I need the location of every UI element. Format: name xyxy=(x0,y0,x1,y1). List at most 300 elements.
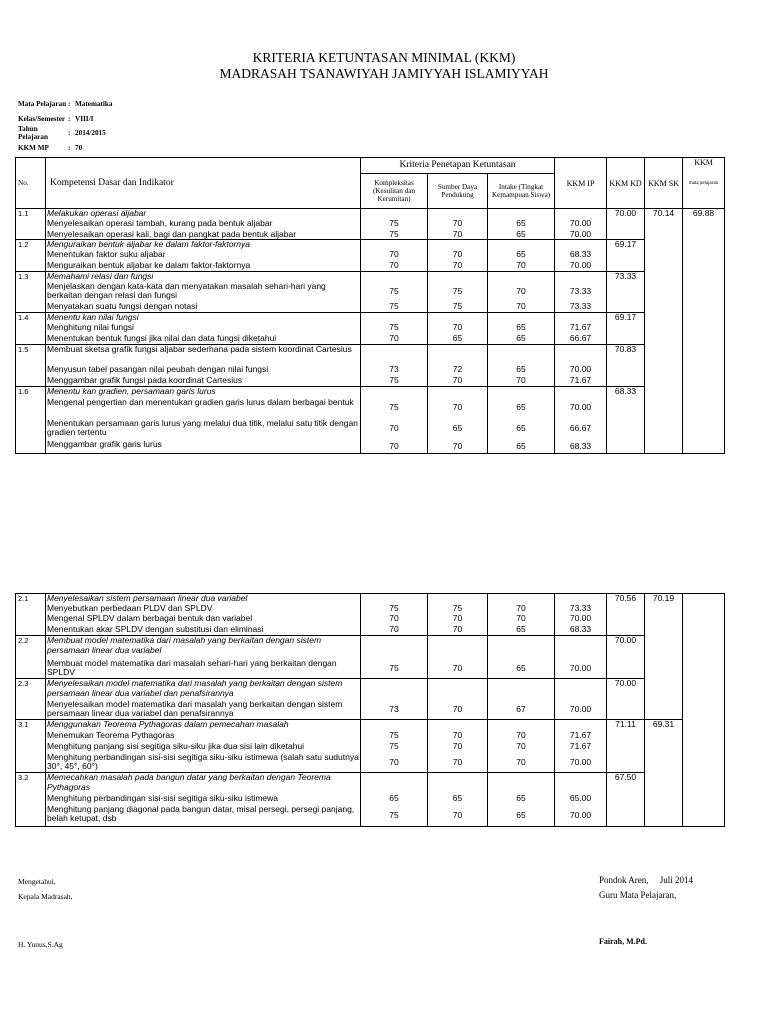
sumber-daya-value: 70 xyxy=(428,805,488,827)
kepala-madrasah-name: H. Yunus,S.Ag xyxy=(18,940,63,949)
indicator-row xyxy=(16,731,725,742)
kkm-kd-value xyxy=(607,250,645,261)
intake-value: 65 xyxy=(488,323,555,334)
row-number xyxy=(16,625,46,636)
meta-value: VIII/I xyxy=(75,114,94,123)
kkm-ip-value: 71.67 xyxy=(555,742,607,753)
kkm-ip-value: 70.00 xyxy=(555,700,607,720)
meta-row xyxy=(18,112,113,127)
meta-value: Matematika xyxy=(75,100,113,109)
row-number xyxy=(16,334,46,345)
kkm-ip-value: 70.00 xyxy=(555,230,607,240)
kkm-kd-value: 73.33 xyxy=(607,272,645,282)
indikator: Menggambar grafik garis lurus xyxy=(46,440,361,454)
kkm-ip-value: 68.33 xyxy=(555,250,607,261)
kompleksitas-value: 75 xyxy=(361,282,428,302)
kkm-ip-value xyxy=(555,313,607,323)
intake-value: 65 xyxy=(488,250,555,261)
kkm-sk-value: 70.19 xyxy=(645,594,683,720)
kkm-ip-value: 68.33 xyxy=(555,625,607,636)
kkm-ip-value xyxy=(555,209,607,219)
meta-info xyxy=(18,97,113,155)
intake-value: 65 xyxy=(488,625,555,636)
kkm-kd-value xyxy=(607,398,645,419)
kkm-kd-value xyxy=(607,302,645,313)
indicator-row xyxy=(16,323,725,334)
kd-row xyxy=(16,720,725,731)
sumber-daya-value: 70 xyxy=(428,376,488,387)
header-kompleksitas: Kompleksitas (Kesulitan dan Kerumitan) xyxy=(361,174,428,209)
kkm-kd-value xyxy=(607,365,645,376)
row-number: 1.3 xyxy=(16,272,46,282)
sumber-daya-value: 70 xyxy=(428,230,488,240)
meta-separator: : xyxy=(68,100,71,109)
kkm-kd-value: 70.83 xyxy=(607,345,645,365)
row-number: 1.5 xyxy=(16,345,46,365)
title-line-2: MADRASAH TSANAWIYAH JAMIYYAH ISLAMIYYAH xyxy=(219,66,549,81)
kompleksitas-value xyxy=(361,773,428,794)
kkm-ip-value xyxy=(555,720,607,731)
sumber-daya-value: 70 xyxy=(428,323,488,334)
indicator-row xyxy=(16,659,725,679)
sumber-daya-value: 70 xyxy=(428,250,488,261)
kkm-ip-value: 65.00 xyxy=(555,794,607,805)
row-number: 3.1 xyxy=(16,720,46,731)
kkm-kd-value xyxy=(607,282,645,302)
sumber-daya-value xyxy=(428,345,488,365)
header-sumber-daya: Sumber Daya Pendukung xyxy=(428,174,488,209)
indicator-row xyxy=(16,398,725,419)
intake-value: 65 xyxy=(488,419,555,440)
meta-label: Mata Pelajaran xyxy=(18,100,67,109)
row-number xyxy=(16,376,46,387)
header-kkm-label: KKM xyxy=(694,158,713,167)
sumber-daya-value: 72 xyxy=(428,365,488,376)
intake-value: 65 xyxy=(488,794,555,805)
indikator: Menyatakan suatu fungsi dengan notasi xyxy=(46,302,361,313)
indikator: Menghitung panjang sisi segitiga siku-siku jika dua sisi lain diketahui xyxy=(46,742,361,753)
indikator: Menghitung nilai fungsi xyxy=(46,323,361,334)
indikator: Mengenal SPLDV dalam berbagai bentuk dan variabel xyxy=(46,614,361,625)
sumber-daya-value: 70 xyxy=(428,398,488,419)
kkm-ip-value xyxy=(555,387,607,398)
intake-value: 65 xyxy=(488,219,555,230)
kd-row xyxy=(16,272,725,282)
indicator-row xyxy=(16,753,725,773)
indicator-row xyxy=(16,250,725,261)
kkm-kd-value xyxy=(607,753,645,773)
kkm-kd-value xyxy=(607,419,645,440)
kkm-kd-value: 71.11 xyxy=(607,720,645,731)
kompleksitas-value: 75 xyxy=(361,742,428,753)
row-number: 1.1 xyxy=(16,209,46,219)
intake-value: 70 xyxy=(488,604,555,614)
kompetensi-dasar: Menyelesaikan model matematika dari masalah yang berkaitan dengan sistem persamaan linear dua variabel dan penafsirannya xyxy=(46,679,361,700)
indikator: Menentukan faktor suku aljabar xyxy=(46,250,361,261)
kd-row xyxy=(16,387,725,398)
row-number: 1.2 xyxy=(16,240,46,250)
kkm-kd-value xyxy=(607,731,645,742)
kompleksitas-value: 75 xyxy=(361,805,428,827)
indikator: Menyusun tabel pasangan nilai peubah dengan nilai fungsi xyxy=(46,365,361,376)
row-number xyxy=(16,230,46,240)
title-line-1: KRITERIA KETUNTASAN MINIMAL (KKM) xyxy=(252,50,516,65)
kompleksitas-value: 70 xyxy=(361,625,428,636)
row-number xyxy=(16,731,46,742)
kompleksitas-value: 73 xyxy=(361,365,428,376)
header-kd: Kompetensi Dasar dan Indikator xyxy=(46,158,361,209)
kkm-kd-value: 69.17 xyxy=(607,313,645,323)
intake-value: 70 xyxy=(488,261,555,272)
indicator-row xyxy=(16,794,725,805)
header-kkm-sub: mata pelajaran xyxy=(688,181,719,186)
kkm-ip-value xyxy=(555,240,607,250)
indikator: Menggambar grafik fungsi pada koordinat Cartesius xyxy=(46,376,361,387)
row-number xyxy=(16,659,46,679)
intake-value: 70 xyxy=(488,376,555,387)
row-number xyxy=(16,440,46,454)
guru-label: Guru Mata Pelajaran, xyxy=(599,890,677,900)
intake-value xyxy=(488,594,555,604)
header-kkm xyxy=(683,158,725,209)
intake-value xyxy=(488,240,555,250)
kkm-ip-value: 70.00 xyxy=(555,659,607,679)
sumber-daya-value: 65 xyxy=(428,334,488,345)
kkm-table-part-2 xyxy=(15,593,725,827)
indikator: Membuat model matematika dari masalah sehari-hari yang berkaitan dengan SPLDV xyxy=(46,659,361,679)
kompleksitas-value: 70 xyxy=(361,261,428,272)
kkm-ip-value xyxy=(555,594,607,604)
indicator-row xyxy=(16,805,725,827)
kompetensi-dasar: Memecahkan masalah pada bangun datar yang berkaitan dengan Teorema Pythagoras xyxy=(46,773,361,794)
sumber-daya-value xyxy=(428,240,488,250)
sumber-daya-value xyxy=(428,272,488,282)
row-number xyxy=(16,250,46,261)
sumber-daya-value xyxy=(428,679,488,700)
table-2-body xyxy=(16,594,725,827)
document-title xyxy=(0,50,768,82)
kkm-ip-value: 71.67 xyxy=(555,323,607,334)
kkm-ip-value: 66.67 xyxy=(555,419,607,440)
indicator-row xyxy=(16,614,725,625)
indicator-row xyxy=(16,261,725,272)
sumber-daya-value xyxy=(428,313,488,323)
kkm-sk-value: 70.14 xyxy=(645,209,683,454)
kkm-kd-value xyxy=(607,604,645,614)
kompleksitas-value: 75 xyxy=(361,302,428,313)
indikator: Menguraikan bentuk aljabar ke dalam faktor-faktornya xyxy=(46,261,361,272)
indikator: Menentukan akar SPLDV dengan substitusi dan eliminasi xyxy=(46,625,361,636)
sumber-daya-value: 70 xyxy=(428,753,488,773)
indikator: Mengenal pengertian dan menentukan gradien garis lurus dalam berbagai bentuk xyxy=(46,398,361,419)
kkm-kd-value xyxy=(607,625,645,636)
sumber-daya-value: 70 xyxy=(428,659,488,679)
sumber-daya-value: 70 xyxy=(428,742,488,753)
indicator-row xyxy=(16,625,725,636)
intake-value: 70 xyxy=(488,282,555,302)
row-number xyxy=(16,794,46,805)
indicator-row xyxy=(16,219,725,230)
meta-label: KKM MP xyxy=(18,143,49,152)
kkm-kd-value xyxy=(607,376,645,387)
indicator-row xyxy=(16,419,725,440)
row-number xyxy=(16,419,46,440)
indikator: Menghitung panjang diagonal pada bangun datar, misal persegi, persegi panjang, belah ketupat, dsb xyxy=(46,805,361,827)
intake-value: 65 xyxy=(488,334,555,345)
sumber-daya-value xyxy=(428,209,488,219)
kompleksitas-value: 70 xyxy=(361,334,428,345)
kompleksitas-value xyxy=(361,240,428,250)
intake-value: 65 xyxy=(488,659,555,679)
kompleksitas-value: 65 xyxy=(361,794,428,805)
kd-row xyxy=(16,679,725,700)
intake-value xyxy=(488,313,555,323)
meta-row xyxy=(18,97,113,112)
sumber-daya-value xyxy=(428,720,488,731)
kkm-kd-value: 69.17 xyxy=(607,240,645,250)
kkm-table-part-1 xyxy=(15,157,725,454)
row-number xyxy=(16,219,46,230)
indicator-row xyxy=(16,440,725,454)
kompleksitas-value: 75 xyxy=(361,230,428,240)
indikator: Menentukan persamaan garis lurus yang melalui dua titik, melalui satu titik dengan gradien tertentu xyxy=(46,419,361,440)
kompleksitas-value xyxy=(361,679,428,700)
meta-row xyxy=(18,126,113,141)
kompleksitas-value xyxy=(361,594,428,604)
indikator: Menyebutkan perbedaan PLDV dan SPLDV xyxy=(46,604,361,614)
meta-separator: : xyxy=(68,143,71,152)
sumber-daya-value: 75 xyxy=(428,282,488,302)
indikator: Menemukan Teorema Pythagoras xyxy=(46,731,361,742)
meta-row xyxy=(18,141,113,156)
intake-value xyxy=(488,773,555,794)
kompleksitas-value xyxy=(361,387,428,398)
kompleksitas-value: 75 xyxy=(361,659,428,679)
kkm-kd-value: 67.50 xyxy=(607,773,645,794)
kd-row xyxy=(16,636,725,659)
sumber-daya-value: 70 xyxy=(428,440,488,454)
indicator-row xyxy=(16,376,725,387)
kompleksitas-value xyxy=(361,345,428,365)
intake-value: 70 xyxy=(488,742,555,753)
sumber-daya-value: 65 xyxy=(428,794,488,805)
indikator: Menyelesaikan operasi kali, bagi dan pangkat pada bentuk aljabar xyxy=(46,230,361,240)
kompetensi-dasar: Membuat model matematika dari masalah yang berkaitan dengan sistem persamaan linear dua variabel xyxy=(46,636,361,659)
header-kriteria: Kriteria Penetapan Ketuntasan xyxy=(361,158,555,174)
header-kkm-kd: KKM KD xyxy=(607,158,645,209)
kkm-kd-value: 70.56 xyxy=(607,594,645,604)
kompleksitas-value xyxy=(361,636,428,659)
kkm-kd-value xyxy=(607,794,645,805)
indikator: Menghitung perbandingan sisi-sisi segitiga siku-siku istimewa xyxy=(46,794,361,805)
kkm-ip-value xyxy=(555,636,607,659)
header-no: No. xyxy=(16,158,46,209)
kkm-ip-value xyxy=(555,679,607,700)
kkm-mp-value: 69.88 xyxy=(683,209,725,454)
kd-row xyxy=(16,594,725,604)
kkm-kd-value xyxy=(607,261,645,272)
kompleksitas-value xyxy=(361,720,428,731)
kkm-kd-value xyxy=(607,659,645,679)
meta-label: Kelas/Semester xyxy=(18,114,66,123)
kkm-ip-value: 70.00 xyxy=(555,398,607,419)
kompleksitas-value: 70 xyxy=(361,753,428,773)
meta-separator: : xyxy=(68,129,71,138)
kompetensi-dasar: Membuat sketsa grafik fungsi aljabar sederhana pada sistem koordinat Cartesius xyxy=(46,345,361,365)
row-number xyxy=(16,604,46,614)
kkm-kd-value xyxy=(607,440,645,454)
header-kkm-sk: KKM SK xyxy=(645,158,683,209)
intake-value: 65 xyxy=(488,805,555,827)
kkm-ip-value: 70.00 xyxy=(555,614,607,625)
intake-value xyxy=(488,209,555,219)
kkm-ip-value: 71.67 xyxy=(555,731,607,742)
row-number xyxy=(16,805,46,827)
kkm-ip-value: 71.67 xyxy=(555,376,607,387)
kompleksitas-value xyxy=(361,209,428,219)
kompetensi-dasar: Menyelesaikan sistem persamaan linear dua variabel xyxy=(46,594,361,604)
row-number xyxy=(16,753,46,773)
kompleksitas-value: 75 xyxy=(361,323,428,334)
kompleksitas-value: 73 xyxy=(361,700,428,720)
kkm-ip-value xyxy=(555,773,607,794)
sumber-daya-value: 65 xyxy=(428,419,488,440)
kkm-kd-value xyxy=(607,230,645,240)
kkm-ip-value: 66.67 xyxy=(555,334,607,345)
intake-value xyxy=(488,345,555,365)
kkm-kd-value xyxy=(607,700,645,720)
kkm-kd-value: 70.00 xyxy=(607,636,645,659)
row-number: 1.6 xyxy=(16,387,46,398)
intake-value: 65 xyxy=(488,398,555,419)
sumber-daya-value: 75 xyxy=(428,604,488,614)
kd-row xyxy=(16,209,725,219)
indicator-row xyxy=(16,334,725,345)
row-number: 1.4 xyxy=(16,313,46,323)
kd-row xyxy=(16,313,725,323)
row-number: 2.1 xyxy=(16,594,46,604)
intake-value: 70 xyxy=(488,753,555,773)
kkm-kd-value xyxy=(607,805,645,827)
row-number: 2.2 xyxy=(16,636,46,659)
kompleksitas-value: 70 xyxy=(361,440,428,454)
indikator: Menghitung perbandingan sisi-sisi segitiga siku-siku istimewa (salah satu sudutnya 30°, 45°, 60°) xyxy=(47,751,359,771)
row-number: 3.2 xyxy=(16,773,46,794)
kompleksitas-value: 70 xyxy=(361,250,428,261)
sumber-daya-value: 70 xyxy=(428,731,488,742)
intake-value xyxy=(488,272,555,282)
kkm-ip-value: 70.00 xyxy=(555,219,607,230)
kompetensi-dasar: Memahami relasi dan fungsi xyxy=(46,272,361,282)
kkm-ip-value: 70.00 xyxy=(555,753,607,773)
intake-value xyxy=(488,387,555,398)
kompleksitas-value: 70 xyxy=(361,614,428,625)
kkm-kd-value xyxy=(607,614,645,625)
table-1-body xyxy=(16,209,725,454)
sumber-daya-value xyxy=(428,636,488,659)
intake-value xyxy=(488,636,555,659)
intake-value: 67 xyxy=(488,700,555,720)
intake-value: 70 xyxy=(488,302,555,313)
intake-value: 70 xyxy=(488,614,555,625)
row-number: 2.3 xyxy=(16,679,46,700)
kkm-ip-value: 68.33 xyxy=(555,440,607,454)
meta-separator: : xyxy=(68,114,71,123)
row-number xyxy=(16,365,46,376)
row-number xyxy=(16,398,46,419)
indikator: Menyelesaikan operasi tambah, kurang pada bentuk aljabar xyxy=(46,219,361,230)
sumber-daya-value: 70 xyxy=(428,700,488,720)
row-number xyxy=(16,700,46,720)
intake-value xyxy=(488,720,555,731)
kkm-ip-value: 70.00 xyxy=(555,261,607,272)
kompleksitas-value xyxy=(361,313,428,323)
indikator: Menentukan bentuk fungsi jika nilai dan data fungsi diketahui xyxy=(46,334,361,345)
meta-value: 70 xyxy=(75,143,83,152)
kompleksitas-value: 75 xyxy=(361,219,428,230)
intake-value: 65 xyxy=(488,440,555,454)
indicator-row xyxy=(16,230,725,240)
intake-value: 70 xyxy=(488,731,555,742)
kompetensi-dasar: Menguraikan bentuk aljabar ke dalam faktor-faktornya xyxy=(46,240,361,250)
guru-name: Fairah, M.Pd. xyxy=(599,937,647,946)
intake-value: 65 xyxy=(488,230,555,240)
row-number xyxy=(16,742,46,753)
kompetensi-dasar: Melakukan operasi aljabar xyxy=(46,209,361,219)
sumber-daya-value xyxy=(428,387,488,398)
row-number xyxy=(16,261,46,272)
kkm-kd-value xyxy=(607,334,645,345)
kd-row xyxy=(16,773,725,794)
row-number xyxy=(16,282,46,302)
indicator-row xyxy=(16,365,725,376)
kompetensi-dasar: Menggunakan Teorema Pythagoras dalam pemecahan masalah xyxy=(46,720,361,731)
kkm-ip-value: 70.00 xyxy=(555,805,607,827)
kkm-kd-value xyxy=(607,323,645,334)
indikator: Menyelesaikan model matematika dari masalah yang berkaitan dengan sistem persamaan linear dua variabel dan penafsirannya xyxy=(46,700,361,720)
meta-label: Tahun Pelajaran xyxy=(18,125,48,142)
kd-row xyxy=(16,345,725,365)
kkm-ip-value: 70.00 xyxy=(555,365,607,376)
indicator-row xyxy=(16,302,725,313)
mengetahui-label: Mengetahui, xyxy=(18,877,56,886)
kkm-ip-value xyxy=(555,345,607,365)
kkm-kd-value: 68.33 xyxy=(607,387,645,398)
indikator: Menjelaskan dengan kata-kata dan menyatakan masalah sehari-hari yang berkaitan dengan relasi dan fungsi xyxy=(46,282,361,302)
row-number xyxy=(16,323,46,334)
row-number xyxy=(16,302,46,313)
meta-value: 2014/2015 xyxy=(75,129,106,138)
kompleksitas-value xyxy=(361,272,428,282)
indicator-row xyxy=(16,700,725,720)
kkm-kd-value xyxy=(607,219,645,230)
header-intake: Intake (Tingkat Kemampuan Siswa) xyxy=(488,174,555,209)
sumber-daya-value: 70 xyxy=(428,614,488,625)
kkm-ip-value: 73.33 xyxy=(555,302,607,313)
kompleksitas-value: 75 xyxy=(361,376,428,387)
indicator-row xyxy=(16,742,725,753)
sumber-daya-value: 75 xyxy=(428,302,488,313)
sumber-daya-value: 70 xyxy=(428,219,488,230)
sumber-daya-value xyxy=(428,594,488,604)
header-kkm-ip: KKM IP xyxy=(555,158,607,209)
kkm-kd-value: 70.00 xyxy=(607,679,645,700)
kkm-ip-value: 73.33 xyxy=(555,604,607,614)
place-date: Pondok Aren, Juli 2014 xyxy=(599,875,694,885)
kkm-ip-value: 73.33 xyxy=(555,282,607,302)
kompleksitas-value: 70 xyxy=(361,419,428,440)
sumber-daya-value: 70 xyxy=(428,625,488,636)
